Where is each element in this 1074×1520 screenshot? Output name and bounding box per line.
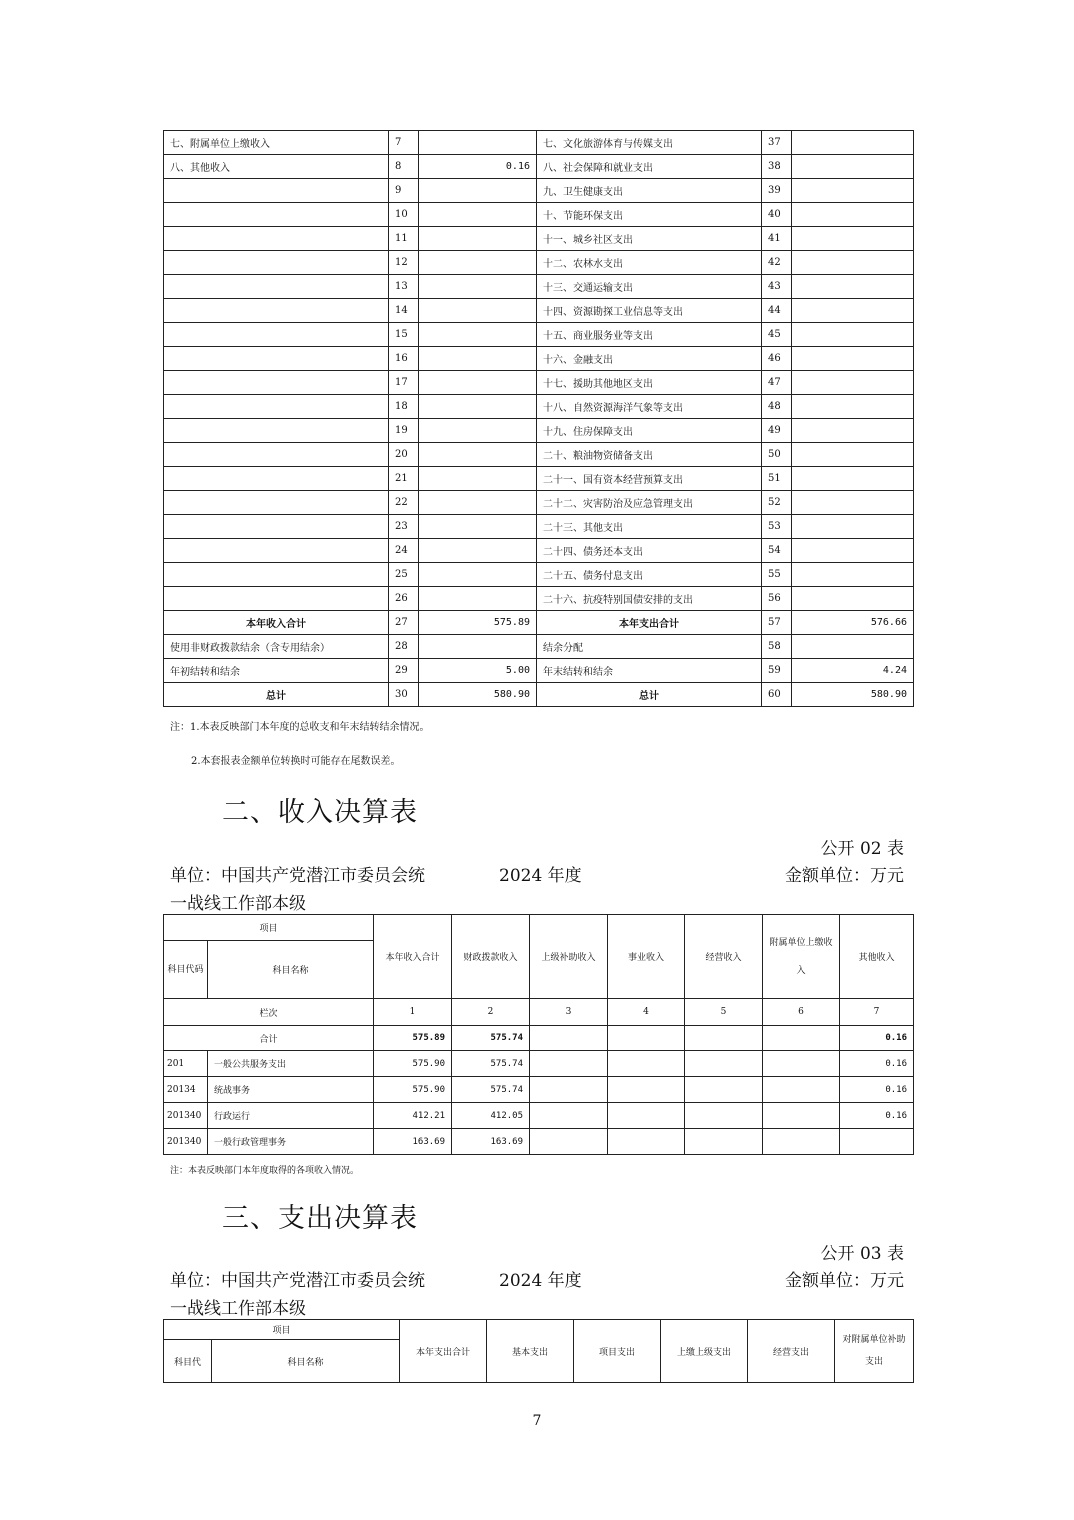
subject-name: 一般公共服务支出 bbox=[208, 1051, 374, 1077]
income-line-no: 12 bbox=[389, 251, 419, 275]
income-item-name bbox=[164, 419, 389, 443]
income-item-name bbox=[164, 323, 389, 347]
expense-amount: 4.24 bbox=[792, 659, 914, 683]
income-item-name bbox=[164, 515, 389, 539]
exp-header-col-5: 经营支出 bbox=[748, 1320, 835, 1383]
income-amount bbox=[419, 539, 537, 563]
unit-label-02: 单位：中国共产党潜江市委员会统 bbox=[170, 866, 425, 886]
income-amount: 5.00 bbox=[419, 659, 537, 683]
expense-item-name: 十二、农林水支出 bbox=[537, 251, 762, 275]
expense-line-no: 51 bbox=[762, 467, 792, 491]
income-item-name bbox=[164, 467, 389, 491]
expense-amount bbox=[792, 563, 914, 587]
income-total-value: 575.74 bbox=[452, 1026, 530, 1051]
summary-row bbox=[164, 323, 914, 347]
expense-line-no: 47 bbox=[762, 371, 792, 395]
expense-item-name: 二十三、其他支出 bbox=[537, 515, 762, 539]
expense-amount bbox=[792, 131, 914, 155]
expense-amount bbox=[792, 539, 914, 563]
unit-label-03: 单位：中国共产党潜江市委员会统 bbox=[170, 1271, 425, 1291]
header-col-4: 事业收入 bbox=[608, 915, 685, 999]
summary-row bbox=[164, 227, 914, 251]
expense-line-no: 57 bbox=[762, 611, 792, 635]
expense-item-name: 总计 bbox=[537, 683, 762, 707]
income-line-no: 17 bbox=[389, 371, 419, 395]
col-num-1: 1 bbox=[374, 999, 452, 1026]
exp-header-col-3: 项目支出 bbox=[574, 1320, 661, 1383]
section-title-expense: 三、支出决算表 bbox=[222, 1203, 418, 1234]
header-col-6: 附属单位上缴收入 bbox=[763, 915, 840, 999]
income-value bbox=[840, 1129, 914, 1155]
expense-amount bbox=[792, 443, 914, 467]
income-value bbox=[530, 1077, 608, 1103]
summary-row bbox=[164, 155, 914, 179]
expense-line-no: 37 bbox=[762, 131, 792, 155]
income-item-name bbox=[164, 563, 389, 587]
income-value bbox=[685, 1077, 763, 1103]
summary-row bbox=[164, 419, 914, 443]
expense-line-no: 46 bbox=[762, 347, 792, 371]
header-name: 科目名称 bbox=[208, 941, 374, 999]
summary-row bbox=[164, 635, 914, 659]
expense-amount bbox=[792, 179, 914, 203]
expense-amount bbox=[792, 587, 914, 611]
summary-row bbox=[164, 563, 914, 587]
note-line-2: 2.本套报表金额单位转换时可能存在尾数误差。 bbox=[191, 756, 401, 767]
header-code: 科目代码 bbox=[164, 941, 208, 999]
income-item-name bbox=[164, 179, 389, 203]
income-value: 412.21 bbox=[374, 1103, 452, 1129]
income-value: 163.69 bbox=[374, 1129, 452, 1155]
form-number-02: 公开 02 表 bbox=[820, 839, 904, 859]
expense-line-no: 38 bbox=[762, 155, 792, 179]
summary-row bbox=[164, 683, 914, 707]
income-amount bbox=[419, 419, 537, 443]
summary-row bbox=[164, 299, 914, 323]
expense-amount bbox=[792, 227, 914, 251]
expense-item-name: 二十、粮油物资储备支出 bbox=[537, 443, 762, 467]
col-num-7: 7 bbox=[840, 999, 914, 1026]
note-income: 注：本表反映部门本年度取得的各项收入情况。 bbox=[170, 1166, 360, 1176]
income-line-no: 24 bbox=[389, 539, 419, 563]
income-line-no: 14 bbox=[389, 299, 419, 323]
expense-line-no: 60 bbox=[762, 683, 792, 707]
expense-item-name: 二十六、抗疫特别国债安排的支出 bbox=[537, 587, 762, 611]
income-amount bbox=[419, 587, 537, 611]
expense-line-no: 50 bbox=[762, 443, 792, 467]
income-value bbox=[763, 1051, 840, 1077]
income-row bbox=[164, 1129, 914, 1155]
income-total-label: 合计 bbox=[164, 1026, 374, 1051]
header-col-5: 经营收入 bbox=[685, 915, 763, 999]
income-total-value bbox=[608, 1026, 685, 1051]
income-line-no: 20 bbox=[389, 443, 419, 467]
summary-row bbox=[164, 131, 914, 155]
income-amount bbox=[419, 371, 537, 395]
income-amount bbox=[419, 227, 537, 251]
summary-row bbox=[164, 491, 914, 515]
income-amount bbox=[419, 203, 537, 227]
expense-item-name: 二十二、灾害防治及应急管理支出 bbox=[537, 491, 762, 515]
expense-line-no: 43 bbox=[762, 275, 792, 299]
income-line-no: 28 bbox=[389, 635, 419, 659]
expense-item-name: 九、卫生健康支出 bbox=[537, 179, 762, 203]
expense-amount bbox=[792, 515, 914, 539]
income-amount bbox=[419, 395, 537, 419]
expense-line-no: 53 bbox=[762, 515, 792, 539]
income-item-name: 年初结转和结余 bbox=[164, 659, 389, 683]
income-amount bbox=[419, 347, 537, 371]
expense-line-no: 58 bbox=[762, 635, 792, 659]
income-value bbox=[530, 1103, 608, 1129]
income-item-name: 使用非财政拨款结余（含专用结余） bbox=[164, 635, 389, 659]
income-amount bbox=[419, 323, 537, 347]
exp-header-col-1: 本年支出合计 bbox=[400, 1320, 487, 1383]
exp-header-code: 科目代 bbox=[164, 1340, 212, 1383]
income-line-no: 9 bbox=[389, 179, 419, 203]
expense-item-name: 十五、商业服务业等支出 bbox=[537, 323, 762, 347]
income-item-name bbox=[164, 203, 389, 227]
header-col-3: 上级补助收入 bbox=[530, 915, 608, 999]
income-line-no: 8 bbox=[389, 155, 419, 179]
summary-row bbox=[164, 659, 914, 683]
expense-item-name: 七、文化旅游体育与传媒支出 bbox=[537, 131, 762, 155]
exp-header-col-6: 对附属单位补助支出 bbox=[835, 1320, 914, 1383]
income-amount bbox=[419, 275, 537, 299]
expense-line-no: 42 bbox=[762, 251, 792, 275]
expense-item-name: 十七、援助其他地区支出 bbox=[537, 371, 762, 395]
income-item-name bbox=[164, 347, 389, 371]
income-line-no: 21 bbox=[389, 467, 419, 491]
expense-amount bbox=[792, 395, 914, 419]
expense-item-name: 结余分配 bbox=[537, 635, 762, 659]
subject-code: 201 bbox=[164, 1051, 208, 1077]
summary-row bbox=[164, 587, 914, 611]
income-value: 0.16 bbox=[840, 1077, 914, 1103]
expense-table bbox=[163, 1319, 914, 1383]
income-item-name: 七、附属单位上缴收入 bbox=[164, 131, 389, 155]
expense-line-no: 40 bbox=[762, 203, 792, 227]
expense-item-name: 二十五、债务付息支出 bbox=[537, 563, 762, 587]
income-amount: 580.90 bbox=[419, 683, 537, 707]
income-line-no: 29 bbox=[389, 659, 419, 683]
expense-line-no: 55 bbox=[762, 563, 792, 587]
expense-amount bbox=[792, 155, 914, 179]
expense-item-name: 二十一、国有资本经营预算支出 bbox=[537, 467, 762, 491]
expense-amount bbox=[792, 323, 914, 347]
income-row bbox=[164, 1077, 914, 1103]
income-value: 575.74 bbox=[452, 1051, 530, 1077]
income-amount bbox=[419, 635, 537, 659]
expense-amount bbox=[792, 491, 914, 515]
income-total-value bbox=[530, 1026, 608, 1051]
col-num-4: 4 bbox=[608, 999, 685, 1026]
income-line-no: 13 bbox=[389, 275, 419, 299]
expense-item-name: 十八、自然资源海洋气象等支出 bbox=[537, 395, 762, 419]
subject-code: 20134 bbox=[164, 1077, 208, 1103]
income-value: 163.69 bbox=[452, 1129, 530, 1155]
summary-row bbox=[164, 467, 914, 491]
income-value: 0.16 bbox=[840, 1051, 914, 1077]
exp-header-col-4: 上缴上级支出 bbox=[661, 1320, 748, 1383]
expense-item-name: 十四、资源勘探工业信息等支出 bbox=[537, 299, 762, 323]
income-value bbox=[685, 1129, 763, 1155]
income-table bbox=[163, 914, 914, 1155]
income-amount bbox=[419, 299, 537, 323]
expense-amount bbox=[792, 251, 914, 275]
income-line-no: 25 bbox=[389, 563, 419, 587]
subject-name: 行政运行 bbox=[208, 1103, 374, 1129]
expense-item-name: 十、节能环保支出 bbox=[537, 203, 762, 227]
expense-line-no: 45 bbox=[762, 323, 792, 347]
income-item-name bbox=[164, 371, 389, 395]
expense-amount bbox=[792, 203, 914, 227]
unit-label-03-cont: 一战线工作部本级 bbox=[170, 1299, 306, 1319]
expense-amount: 576.66 bbox=[792, 611, 914, 635]
expense-amount: 580.90 bbox=[792, 683, 914, 707]
summary-row bbox=[164, 371, 914, 395]
income-item-name: 本年收入合计 bbox=[164, 611, 389, 635]
income-value bbox=[763, 1129, 840, 1155]
income-item-name bbox=[164, 227, 389, 251]
income-value bbox=[608, 1077, 685, 1103]
expense-item-name: 年末结转和结余 bbox=[537, 659, 762, 683]
expense-item-name: 十一、城乡社区支出 bbox=[537, 227, 762, 251]
col-num-5: 5 bbox=[685, 999, 763, 1026]
expense-line-no: 44 bbox=[762, 299, 792, 323]
subject-name: 统战事务 bbox=[208, 1077, 374, 1103]
income-value bbox=[530, 1051, 608, 1077]
income-item-name bbox=[164, 251, 389, 275]
income-item-name bbox=[164, 539, 389, 563]
year-label-02: 2024 年度 bbox=[499, 866, 582, 886]
header-item: 项目 bbox=[164, 915, 374, 941]
income-item-name: 八、其他收入 bbox=[164, 155, 389, 179]
expense-amount bbox=[792, 635, 914, 659]
income-item-name bbox=[164, 491, 389, 515]
expense-line-no: 48 bbox=[762, 395, 792, 419]
income-value bbox=[763, 1103, 840, 1129]
income-value bbox=[685, 1103, 763, 1129]
header-col-2: 财政拨款收入 bbox=[452, 915, 530, 999]
summary-table bbox=[163, 130, 914, 707]
summary-row bbox=[164, 179, 914, 203]
expense-item-name: 二十四、债务还本支出 bbox=[537, 539, 762, 563]
section-title-income: 二、收入决算表 bbox=[222, 797, 418, 828]
income-value bbox=[608, 1129, 685, 1155]
expense-item-name: 十六、金融支出 bbox=[537, 347, 762, 371]
expense-amount bbox=[792, 275, 914, 299]
summary-row bbox=[164, 395, 914, 419]
expense-line-no: 41 bbox=[762, 227, 792, 251]
year-label-03: 2024 年度 bbox=[499, 1271, 582, 1291]
income-line-no: 11 bbox=[389, 227, 419, 251]
income-line-no: 26 bbox=[389, 587, 419, 611]
income-value: 412.05 bbox=[452, 1103, 530, 1129]
income-line-no: 30 bbox=[389, 683, 419, 707]
income-line-no: 7 bbox=[389, 131, 419, 155]
expense-amount bbox=[792, 299, 914, 323]
col-num-6: 6 bbox=[763, 999, 840, 1026]
header-col-7: 其他收入 bbox=[840, 915, 914, 999]
form-number-03: 公开 03 表 bbox=[820, 1244, 904, 1264]
expense-item-name: 八、社会保障和就业支出 bbox=[537, 155, 762, 179]
income-item-name bbox=[164, 395, 389, 419]
income-total-value bbox=[685, 1026, 763, 1051]
income-amount bbox=[419, 179, 537, 203]
subject-code: 201340 bbox=[164, 1129, 208, 1155]
income-line-no: 18 bbox=[389, 395, 419, 419]
income-value bbox=[685, 1051, 763, 1077]
income-line-no: 23 bbox=[389, 515, 419, 539]
exp-header-col-2: 基本支出 bbox=[487, 1320, 574, 1383]
income-row bbox=[164, 1051, 914, 1077]
income-item-name bbox=[164, 443, 389, 467]
expense-amount bbox=[792, 419, 914, 443]
exp-header-item: 项目 bbox=[164, 1320, 400, 1340]
income-amount bbox=[419, 443, 537, 467]
subject-name: 一般行政管理事务 bbox=[208, 1129, 374, 1155]
income-total-value: 0.16 bbox=[840, 1026, 914, 1051]
income-amount bbox=[419, 467, 537, 491]
income-value: 575.90 bbox=[374, 1077, 452, 1103]
expense-line-no: 39 bbox=[762, 179, 792, 203]
subject-code: 201340 bbox=[164, 1103, 208, 1129]
income-item-name bbox=[164, 299, 389, 323]
expense-line-no: 56 bbox=[762, 587, 792, 611]
income-value: 0.16 bbox=[840, 1103, 914, 1129]
summary-row bbox=[164, 251, 914, 275]
income-item-name: 总计 bbox=[164, 683, 389, 707]
col-num-3: 3 bbox=[530, 999, 608, 1026]
expense-line-no: 59 bbox=[762, 659, 792, 683]
income-amount bbox=[419, 251, 537, 275]
summary-row bbox=[164, 611, 914, 635]
income-total-row bbox=[164, 1026, 914, 1051]
expense-line-no: 52 bbox=[762, 491, 792, 515]
income-amount bbox=[419, 491, 537, 515]
unit-label-02-cont: 一战线工作部本级 bbox=[170, 894, 306, 914]
income-amount: 0.16 bbox=[419, 155, 537, 179]
expense-item-name: 十三、交通运输支出 bbox=[537, 275, 762, 299]
page-number: 7 bbox=[532, 1413, 542, 1429]
summary-row bbox=[164, 203, 914, 227]
income-total-value bbox=[763, 1026, 840, 1051]
income-value: 575.90 bbox=[374, 1051, 452, 1077]
income-item-name bbox=[164, 587, 389, 611]
expense-line-no: 54 bbox=[762, 539, 792, 563]
expense-amount bbox=[792, 467, 914, 491]
income-amount bbox=[419, 563, 537, 587]
income-value bbox=[608, 1051, 685, 1077]
income-line-no: 22 bbox=[389, 491, 419, 515]
summary-row bbox=[164, 539, 914, 563]
income-row bbox=[164, 1103, 914, 1129]
income-line-no: 19 bbox=[389, 419, 419, 443]
note-line-1: 注：1.本表反映部门本年度的总收支和年末结转结余情况。 bbox=[170, 722, 430, 733]
income-item-name bbox=[164, 275, 389, 299]
income-line-no: 27 bbox=[389, 611, 419, 635]
currency-label-02: 金额单位：万元 bbox=[785, 866, 904, 886]
income-line-no: 15 bbox=[389, 323, 419, 347]
income-amount: 575.89 bbox=[419, 611, 537, 635]
income-amount bbox=[419, 515, 537, 539]
expense-item-name: 十九、住房保障支出 bbox=[537, 419, 762, 443]
expense-line-no: 49 bbox=[762, 419, 792, 443]
expense-item-name: 本年支出合计 bbox=[537, 611, 762, 635]
col-num-2: 2 bbox=[452, 999, 530, 1026]
header-col-1: 本年收入合计 bbox=[374, 915, 452, 999]
summary-row bbox=[164, 275, 914, 299]
summary-row bbox=[164, 515, 914, 539]
expense-amount bbox=[792, 347, 914, 371]
exp-header-name: 科目名称 bbox=[212, 1340, 400, 1383]
income-amount bbox=[419, 131, 537, 155]
income-total-value: 575.89 bbox=[374, 1026, 452, 1051]
expense-amount bbox=[792, 371, 914, 395]
income-line-no: 10 bbox=[389, 203, 419, 227]
income-value bbox=[763, 1077, 840, 1103]
summary-row bbox=[164, 443, 914, 467]
header-lanci: 栏次 bbox=[164, 999, 374, 1026]
income-value: 575.74 bbox=[452, 1077, 530, 1103]
summary-row bbox=[164, 347, 914, 371]
income-value bbox=[608, 1103, 685, 1129]
income-line-no: 16 bbox=[389, 347, 419, 371]
income-value bbox=[530, 1129, 608, 1155]
currency-label-03: 金额单位：万元 bbox=[785, 1271, 904, 1291]
